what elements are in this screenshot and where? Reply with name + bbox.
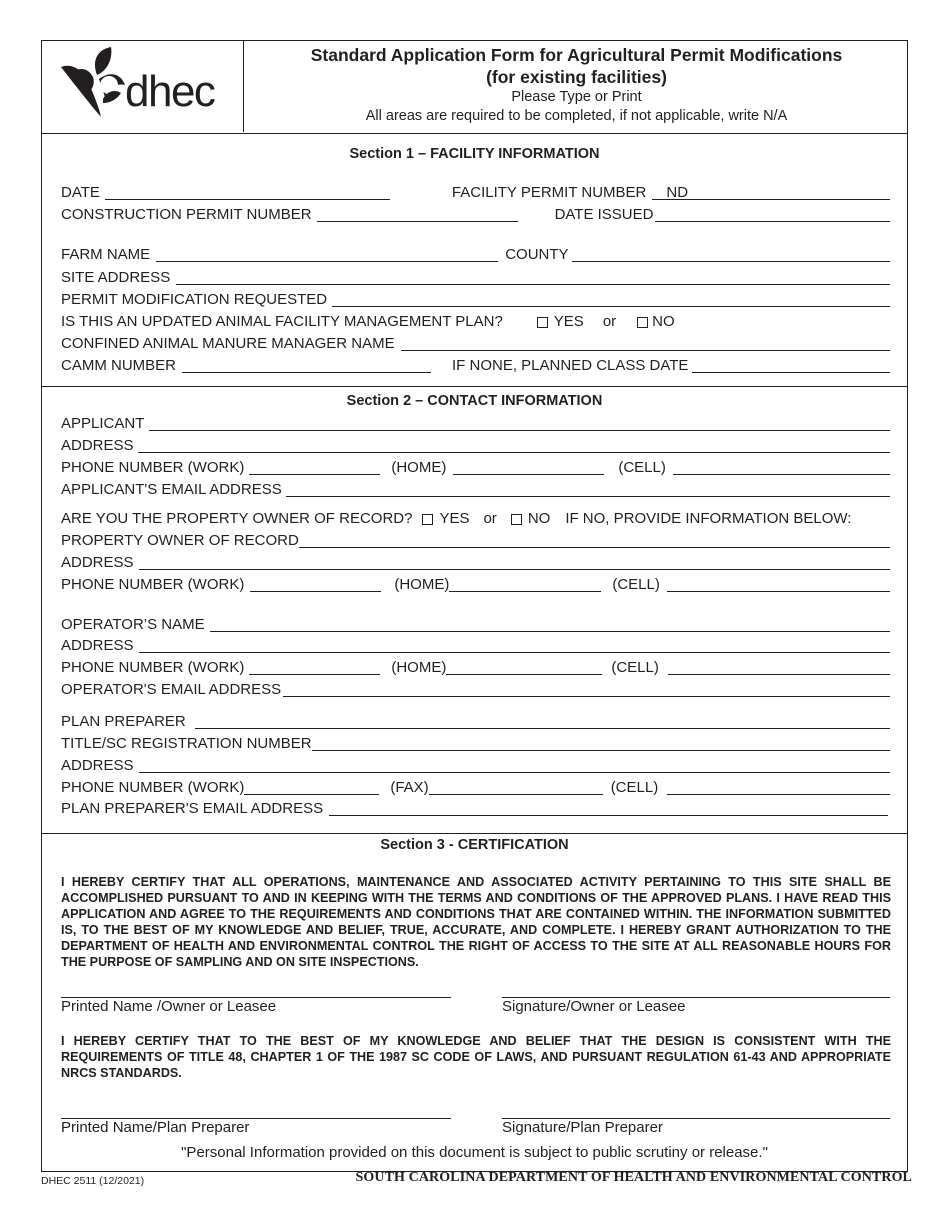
applicant-field[interactable] — [149, 416, 890, 431]
row-updated-plan — [61, 311, 890, 331]
title-reg-label: TITLE/SC REGISTRATION NUMBER — [61, 735, 312, 752]
owner-phone-work-field[interactable] — [250, 577, 381, 592]
form-title-sub: (for existing facilities) — [486, 67, 667, 87]
yes-label: YES — [553, 313, 584, 330]
row-applicant-email — [61, 479, 890, 499]
owner-certification-text: I HEREBY CERTIFY THAT ALL OPERATIONS, MAINTENANCE AND ASSOCIATED ACTIVITY PERTAINING TO THIS SITE SHALL BE ACCOMPLISHED PURSUANT TO AND IN KEEPING WITH THE TERMS AND CONDITIONS OF THE APPROVED PLANS. I HAVE READ THIS APPLICATION AND AGREE TO THE REQUIREMENTS AND CONDITIONS THAT ARE CONTAINED WITHIN. THE INFORMATION SUBMITTED IS, TO THE BEST OF MY KNOWLEDGE AND BELIEF, TRUE, ACCURATE, AND COMPLETE. I HEREBY GRANT AUTHORIZATION TO THE DEPARTMENT OF HEALTH AND ENVIRONMENTAL CONTROL THE RIGHT OF ACCESS TO THE SITE AT ALL REASONABLE HOURS FOR THE PURPOSE OF SAMPLING AND ON SITE INSPECTIONS. — [61, 875, 891, 969]
preparer-address-label: ADDRESS — [61, 757, 134, 774]
planned-class-field[interactable] — [692, 358, 890, 373]
fax-label: (FAX) — [390, 779, 429, 796]
owner-signature-label: Signature/Owner or Leasee — [502, 998, 686, 1015]
row-plan-preparer — [61, 711, 890, 731]
dhec-leaf-icon — [59, 45, 131, 123]
owner-printed-name-label: Printed Name /Owner or Leasee — [61, 998, 277, 1015]
owner-or-label: or — [483, 510, 497, 527]
form-title: Standard Application Form for Agricultural Permit Modifications — [310, 45, 843, 65]
operator-email-label: OPERATOR'S EMAIL ADDRESS — [61, 681, 282, 698]
privacy-notice: "Personal Information provided on this document is subject to public scrutiny or release." — [181, 1144, 768, 1161]
dhec-logo-text: dhec — [125, 67, 215, 116]
preparer-fax-field[interactable] — [429, 780, 603, 795]
camm-number-label: CAMM NUMBER — [61, 357, 176, 374]
owner-home-label: (HOME) — [394, 576, 450, 593]
facility-permit-value: ND — [666, 184, 689, 201]
site-address-field[interactable] — [176, 270, 890, 285]
updated-plan-label: IS THIS AN UPDATED ANIMAL FACILITY MANAGEMENT PLAN? — [61, 313, 503, 330]
row-owner-question — [61, 508, 890, 528]
row-preparer-phone — [61, 777, 890, 797]
operator-email-field[interactable] — [283, 682, 890, 697]
section-divider — [41, 386, 908, 387]
owner-no-checkbox[interactable] — [511, 514, 522, 525]
applicant-phone-work-field[interactable] — [249, 460, 380, 475]
operator-phone-cell-field[interactable] — [668, 660, 890, 675]
row-operator-phone — [61, 657, 890, 677]
applicant-label: APPLICANT — [61, 415, 145, 432]
planned-class-label: IF NONE, PLANNED CLASS DATE — [452, 357, 689, 374]
applicant-address-label: ADDRESS — [61, 437, 134, 454]
applicant-email-field[interactable] — [286, 482, 890, 497]
no-checkbox[interactable] — [637, 317, 648, 328]
applicant-phone-cell-field[interactable] — [673, 460, 890, 475]
date-issued-field[interactable] — [655, 207, 890, 222]
row-title-reg — [61, 733, 890, 753]
owner-question-label: ARE YOU THE PROPERTY OWNER OF RECORD? — [61, 510, 413, 527]
applicant-email-label: APPLICANT'S EMAIL ADDRESS — [61, 481, 282, 498]
if-no-label: IF NO, PROVIDE INFORMATION BELOW: — [565, 510, 852, 527]
no-label: NO — [652, 313, 675, 330]
form-title-block — [245, 44, 908, 126]
date-label: DATE — [61, 184, 100, 201]
updated-plan-yes-option[interactable] — [537, 313, 584, 331]
preparer-cell-label: (CELL) — [610, 779, 659, 796]
section2-title: Section 2 – CONTACT INFORMATION — [346, 393, 603, 409]
or-label: or — [602, 313, 617, 330]
form-number: DHEC 2511 (12/2021) — [41, 1175, 145, 1187]
row-permit-mod — [61, 289, 890, 309]
permit-mod-field[interactable] — [332, 292, 890, 307]
preparer-email-label: PLAN PREPARER'S EMAIL ADDRESS — [61, 800, 324, 817]
operator-address-field[interactable] — [139, 638, 890, 653]
section1-title: Section 1 – FACILITY INFORMATION — [349, 146, 600, 162]
operator-name-field[interactable] — [210, 617, 890, 632]
row-operator-name — [61, 614, 890, 634]
property-owner-field[interactable] — [299, 533, 890, 548]
row-date-permit — [61, 182, 890, 202]
yes-checkbox[interactable] — [537, 317, 548, 328]
owner-no-option[interactable] — [511, 510, 551, 528]
row-preparer-email — [61, 798, 888, 818]
row-operator-email — [61, 679, 890, 699]
row-applicant-address — [61, 435, 890, 455]
applicant-phone-home-field[interactable] — [453, 460, 604, 475]
plan-preparer-label: PLAN PREPARER — [61, 713, 186, 730]
row-site-address — [61, 267, 890, 287]
facility-permit-field[interactable] — [652, 185, 890, 200]
home-label: (HOME) — [391, 459, 447, 476]
row-farm-county — [61, 244, 890, 264]
row-applicant-phone — [61, 457, 890, 477]
construction-permit-label: CONSTRUCTION PERMIT NUMBER — [61, 206, 312, 223]
camm-name-label: CONFINED ANIMAL MANURE MANAGER NAME — [61, 335, 395, 352]
camm-name-field[interactable] — [401, 336, 890, 351]
plan-preparer-field[interactable] — [195, 714, 890, 729]
date-issued-label: DATE ISSUED — [554, 206, 654, 223]
preparer-certification-text: I HEREBY CERTIFY THAT TO THE BEST OF MY KNOWLEDGE AND BELIEF THAT THE DESIGN IS CONSISTENT WITH THE REQUIREMENTS OF TITLE 48, CHAPTER 1 OF THE 1987 SC CODE OF LAWS, AND PURSUANT REGULATION 61-43 AND APPROPRIATE NRCS STANDARDS. — [61, 1034, 891, 1080]
owner-address-field[interactable] — [139, 555, 890, 570]
operator-address-label: ADDRESS — [61, 637, 134, 654]
operator-name-label: OPERATOR’S NAME — [61, 616, 205, 633]
preparer-phone-work-label: PHONE NUMBER (WORK) — [61, 779, 245, 796]
row-owner-phone — [61, 574, 890, 594]
county-field[interactable] — [572, 247, 890, 262]
farm-name-label: FARM NAME — [61, 246, 151, 263]
form-instructions: All areas are required to be completed, if not applicable, write N/A — [365, 108, 788, 124]
applicant-address-field[interactable] — [138, 438, 890, 453]
owner-yes-checkbox[interactable] — [422, 514, 433, 525]
operator-home-label: (HOME) — [391, 659, 447, 676]
title-reg-field[interactable] — [312, 736, 890, 751]
owner-phone-cell-field[interactable] — [667, 577, 890, 592]
preparer-printed-name-label: Printed Name/Plan Preparer — [61, 1119, 250, 1136]
row-camm-number — [61, 355, 890, 375]
preparer-phone-cell-field[interactable] — [667, 780, 890, 795]
permit-mod-label: PERMIT MODIFICATION REQUESTED — [61, 291, 328, 308]
cell-label: (CELL) — [618, 459, 666, 476]
owner-no-label: NO — [527, 510, 551, 527]
facility-permit-label: FACILITY PERMIT NUMBER — [451, 184, 647, 201]
operator-cell-label: (CELL) — [611, 659, 659, 676]
phone-work-label: PHONE NUMBER (WORK) — [61, 459, 245, 476]
row-property-owner — [61, 530, 890, 550]
preparer-address-field[interactable] — [139, 758, 890, 773]
operator-phone-work-field[interactable] — [249, 660, 380, 675]
row-operator-address — [61, 635, 890, 655]
owner-yes-label: YES — [439, 510, 470, 527]
operator-phone-home-field[interactable] — [446, 660, 602, 675]
owner-address-label: ADDRESS — [61, 554, 134, 571]
agency-name: SOUTH CAROLINA DEPARTMENT OF HEALTH AND ENVIRONMENTAL CONTROL — [355, 1170, 912, 1185]
owner-cell-label: (CELL) — [612, 576, 660, 593]
operator-phone-work-label: PHONE NUMBER (WORK) — [61, 659, 245, 676]
logo-cell — [41, 40, 244, 132]
preparer-signature-label: Signature/Plan Preparer — [502, 1119, 663, 1136]
section3-title: Section 3 - CERTIFICATION — [380, 837, 569, 853]
property-owner-label: PROPERTY OWNER OF RECORD — [61, 532, 299, 549]
construction-permit-field[interactable] — [317, 207, 518, 222]
farm-name-field[interactable] — [156, 247, 498, 262]
owner-phone-work-label: PHONE NUMBER (WORK) — [61, 576, 245, 593]
county-label: COUNTY — [505, 246, 569, 263]
row-applicant — [61, 413, 890, 433]
owner-phone-home-field[interactable] — [449, 577, 601, 592]
camm-number-field[interactable] — [182, 358, 431, 373]
row-preparer-address — [61, 755, 890, 775]
row-owner-address — [61, 552, 890, 572]
section-divider — [41, 833, 908, 834]
preparer-email-field[interactable] — [329, 801, 888, 816]
preparer-phone-work-field[interactable] — [244, 780, 379, 795]
date-field[interactable] — [105, 185, 390, 200]
updated-plan-no-option[interactable] — [637, 313, 675, 331]
site-address-label: SITE ADDRESS — [61, 269, 171, 286]
form-subtitle: Please Type or Print — [511, 89, 642, 105]
row-construction-permit — [61, 204, 890, 224]
owner-yes-option[interactable] — [422, 510, 469, 528]
row-camm-name — [61, 333, 890, 353]
